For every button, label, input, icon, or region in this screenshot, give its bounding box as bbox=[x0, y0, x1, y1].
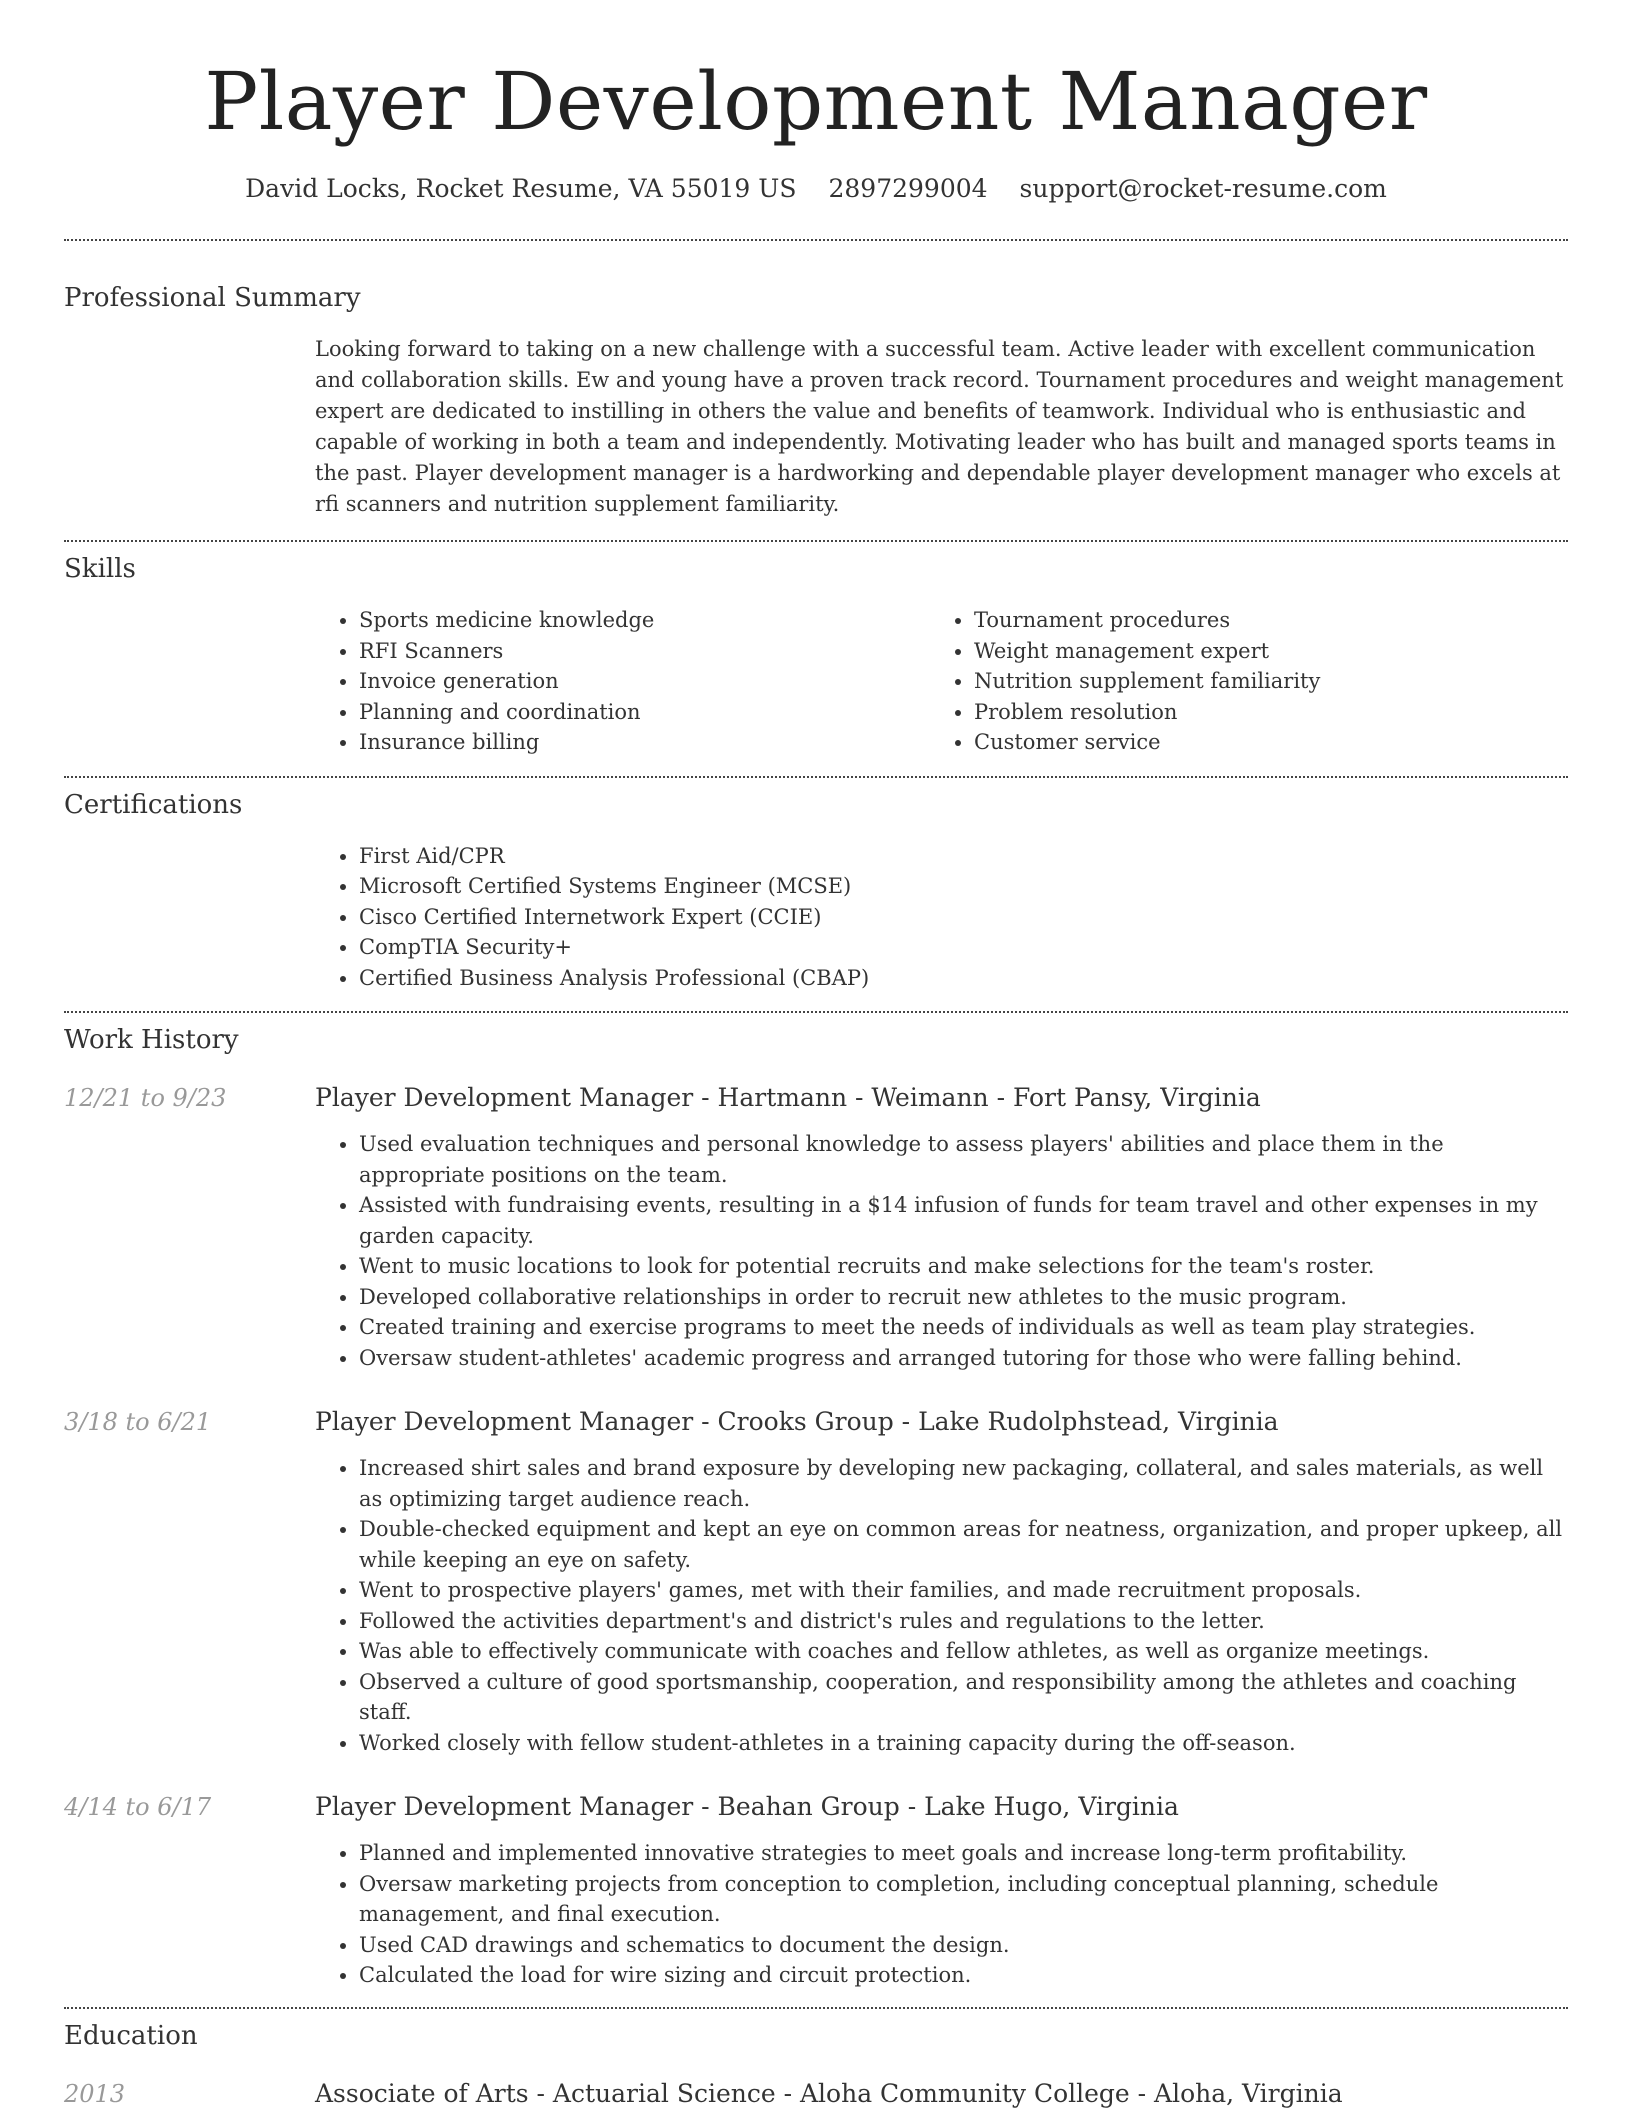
section-title-education: Education bbox=[64, 2020, 198, 2051]
job-bullets bbox=[315, 1453, 1568, 1758]
resume-header bbox=[64, 0, 1568, 206]
job-bullet: • Assisted with fundraising events, resulting in a $14 infusion of funds for team travel and other expenses in my garden capacity. bbox=[359, 1190, 1568, 1251]
certification-item: • Cisco Certified Internetwork Expert (CCIE) bbox=[359, 902, 1568, 933]
work-history-section bbox=[64, 1013, 1568, 1991]
job-bullet: • Oversaw marketing projects from conception to completion, including conceptual planning, schedule management, and final execution. bbox=[359, 1869, 1568, 1930]
job-title: Player Development Manager - Crooks Group - Lake Rudolphstead, Virginia bbox=[315, 1407, 1279, 1436]
job-dates: 4/14 to 6/17 bbox=[64, 1793, 212, 1821]
section-title-skills: Skills bbox=[64, 554, 136, 584]
skills-list-right bbox=[930, 605, 1545, 758]
certifications-section bbox=[64, 778, 1568, 994]
job-bullet: • Observed a culture of good sportsmanship, cooperation, and responsibility among the athletes and coaching staff. bbox=[359, 1667, 1568, 1728]
skill-item: • Planning and coordination bbox=[359, 697, 930, 728]
job-dates: 3/18 to 6/21 bbox=[64, 1408, 212, 1436]
job-title: Player Development Manager - Beahan Group - Lake Hugo, Virginia bbox=[315, 1792, 1179, 1821]
skill-item: • RFI Scanners bbox=[359, 636, 930, 667]
education-section bbox=[64, 2009, 1568, 2111]
certification-item: • First Aid/CPR bbox=[359, 841, 1568, 872]
job-dates: 12/21 to 9/23 bbox=[64, 1084, 227, 1112]
job-bullet: • Used evaluation techniques and personal knowledge to assess players' abilities and place them in the appropriate positions on the team. bbox=[359, 1129, 1568, 1190]
job-bullet: • Calculated the load for wire sizing and circuit protection. bbox=[359, 1960, 1568, 1991]
section-title-summary: Professional Summary bbox=[64, 283, 361, 313]
education-entry bbox=[64, 2077, 1568, 2111]
certification-item: • CompTIA Security+ bbox=[359, 932, 1568, 963]
job-bullet: • Developed collaborative relationships in order to recruit new athletes to the music program. bbox=[359, 1282, 1568, 1313]
contact-phone: 2897299004 bbox=[828, 174, 988, 203]
job-bullet: • Worked closely with fellow student-athletes in a training capacity during the off-season. bbox=[359, 1728, 1568, 1759]
page-title: Player Development Manager bbox=[204, 55, 1428, 148]
skill-item: • Nutrition supplement familiarity bbox=[974, 666, 1545, 697]
job-entry bbox=[64, 1405, 1568, 1758]
job-bullet: • Followed the activities department's and district's rules and regulations to the letter. bbox=[359, 1606, 1568, 1637]
job-bullet: • Planned and implemented innovative strategies to meet goals and increase long-term profitability. bbox=[359, 1838, 1568, 1869]
skill-item: • Customer service bbox=[974, 727, 1545, 758]
contact-email: support@rocket-resume.com bbox=[1019, 174, 1387, 203]
contact-line bbox=[64, 172, 1568, 206]
job-bullets bbox=[315, 1129, 1568, 1373]
job-bullet: • Double-checked equipment and kept an eye on common areas for neatness, organization, and proper upkeep, all while keeping an eye on safety. bbox=[359, 1514, 1568, 1575]
certifications-list bbox=[315, 841, 1568, 994]
section-title-certifications: Certifications bbox=[64, 789, 243, 820]
job-entry bbox=[64, 1790, 1568, 1991]
skill-item: • Sports medicine knowledge bbox=[359, 605, 930, 636]
job-bullet: • Increased shirt sales and brand exposure by developing new packaging, collateral, and sales materials, as well as optimizing target audience reach. bbox=[359, 1453, 1568, 1514]
skills-list-left bbox=[315, 605, 930, 758]
section-title-work-history: Work History bbox=[64, 1025, 239, 1055]
education-title: Associate of Arts - Actuarial Science - Aloha Community College - Aloha, Virginia bbox=[315, 2078, 1343, 2108]
skill-item: • Tournament procedures bbox=[974, 605, 1545, 636]
job-bullets bbox=[315, 1838, 1568, 1991]
education-dates: 2013 bbox=[64, 2079, 126, 2108]
job-bullet: • Created training and exercise programs to meet the needs of individuals as well as team play strategies. bbox=[359, 1312, 1568, 1343]
skills-section bbox=[64, 542, 1568, 758]
summary-section bbox=[64, 241, 1568, 520]
resume-page bbox=[64, 0, 1568, 2111]
job-bullet: • Went to music locations to look for potential recruits and make selections for the team's roster. bbox=[359, 1251, 1568, 1282]
skill-item: • Weight management expert bbox=[974, 636, 1545, 667]
skill-item: • Invoice generation bbox=[359, 666, 930, 697]
job-title: Player Development Manager - Hartmann - Weimann - Fort Pansy, Virginia bbox=[315, 1083, 1261, 1112]
summary-text: Looking forward to taking on a new challenge with a successful team. Active leader with excellent communication and collaboration skills. Ew and young have a proven track record. Tournament procedures and weight management expert are dedicated to instilling in others the value and benefits of teamwork. Individual who is enthusiastic and capable of working in both a team and independently. Motivating leader who has built and managed sports teams in the past. Player development manager is a hardworking and dependable player development manager who excels at rfi scanners and nutrition supplement familiarity. bbox=[315, 337, 1564, 516]
skill-item: • Problem resolution bbox=[974, 697, 1545, 728]
certification-item: • Certified Business Analysis Professional (CBAP) bbox=[359, 963, 1568, 994]
job-bullet: • Went to prospective players' games, met with their families, and made recruitment proposals. bbox=[359, 1575, 1568, 1606]
skill-item: • Insurance billing bbox=[359, 727, 930, 758]
certification-item: • Microsoft Certified Systems Engineer (MCSE) bbox=[359, 871, 1568, 902]
job-entry bbox=[64, 1081, 1568, 1373]
job-bullet: • Was able to effectively communicate with coaches and fellow athletes, as well as organize meetings. bbox=[359, 1636, 1568, 1667]
job-bullet: • Used CAD drawings and schematics to document the design. bbox=[359, 1930, 1568, 1961]
job-bullet: • Oversaw student-athletes' academic progress and arranged tutoring for those who were falling behind. bbox=[359, 1343, 1568, 1374]
contact-address: David Locks, Rocket Resume, VA 55019 US bbox=[245, 174, 797, 203]
